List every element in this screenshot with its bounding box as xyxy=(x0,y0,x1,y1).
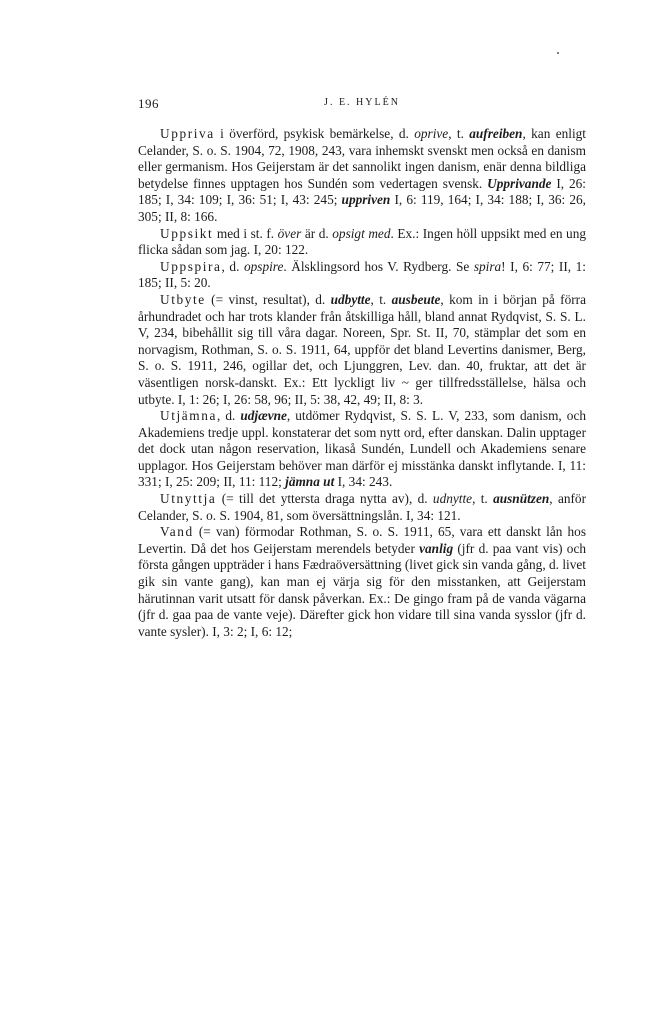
dictionary-entry xyxy=(138,292,586,408)
entry-text: , kan enligt Celander, S. o. S. 1904, 72, 1908, 243, vara inhemskt svenskt men också en danism eller germanism. Hos Geijerstam är det sannolikt ingen danism, enär denna bildliga betydelse finnes upptagen hos Sundén som vedertagen svensk. xyxy=(138,126,586,191)
cited-form: opspire xyxy=(243,258,284,274)
cited-form-bold: jämna ut xyxy=(285,474,335,490)
cited-form-bold: aufreiben xyxy=(469,126,523,141)
dictionary-entry xyxy=(138,524,586,640)
entry-text: , t. xyxy=(448,126,470,141)
cited-form-bold: udbytte xyxy=(330,291,371,307)
cited-form-bold: ausbeute xyxy=(391,291,441,307)
entry-headword: Uppriva xyxy=(160,126,215,141)
entry-headword: Vand xyxy=(160,524,194,540)
entry-text: , d. xyxy=(221,258,244,274)
entry-text: (= till det yttersta draga nytta av), d. xyxy=(216,491,433,507)
book-page xyxy=(138,96,586,640)
entry-text: (= vinst, resultat), d. xyxy=(205,291,331,307)
running-head: J. E. HYLÉN xyxy=(324,97,400,108)
entry-text: , anför Celander, S. o. S. 1904, 81, som översättningslån. I, 34: 121. xyxy=(138,491,586,523)
entry-text: , kom in i början på förra århundradet och har trots klander från åtskilliga håll, bland annat Rydqvist, S. S. L. V, 234, bibehållit sig till våra dagar. Noreen, Spr. St. II, 70, stämplar det som en norvagism, Rothman, S. o. S. 1911, 64, uppför det bland Levertins danismer, Berg, S. o. S. 1911, 246, ogillar det, och Ljunggren, Lev. dan. 40, fruktar, att det är väsentligen norsk-danskt. Ex.: Ett lyckligt liv ~ ger tillfredsställelse, hälsa och utbyte. I, 1: 26; I, 26: 58, 96; II, 5: 38, 42, 49; II, 8: 3. xyxy=(138,291,586,407)
dictionary-entry xyxy=(138,491,586,524)
entry-text: är d. xyxy=(301,225,333,241)
cited-form-bold: uppriven xyxy=(341,192,391,208)
entry-headword: Utjämna xyxy=(160,408,217,424)
entry-text: (= van) förmodar Rothman, S. o. S. 1911, 65, vara ett danskt lån hos Levertin. Då det hos Geijerstam merendels betyder xyxy=(138,524,586,556)
dictionary-entry xyxy=(138,408,586,491)
entry-headword: Utnyttja xyxy=(160,491,217,507)
entry-headword: Uppspira xyxy=(160,258,222,274)
dictionary-entries xyxy=(138,126,586,640)
cited-form: över xyxy=(277,225,302,241)
entry-text: i överförd, psykisk bemärkelse, d. xyxy=(214,126,415,141)
entry-headword: Uppsikt xyxy=(160,225,214,241)
entry-text: (jfr d. paa vant vis) och första gången uppträder i hans Fædraöversättning (livet gick sin vanda gång, d. livet gik sin vante gang), kan man ej värja sig för den misstanken, att Geijerstam härutinnan varit utsatt för dansk påverkan. Ex.: De gingo fram på de vanda vägarna (jfr d. gaa paa de vante veje). Därefter gick hon vidare till sina vanda sysslor (jfr d. vante sysler). I, 3: 2; I, 6: 12; xyxy=(138,540,586,639)
entry-text: . Ex.: Ingen höll uppsikt med en ung flicka sådan som jag. I, 20: 122. xyxy=(138,225,587,258)
entry-text: , d. xyxy=(217,408,241,424)
page-header xyxy=(138,96,586,118)
entry-text: med i st. f. xyxy=(213,225,278,241)
cited-form-bold: vanlig xyxy=(419,540,454,556)
entry-headword: Utbyte xyxy=(160,291,206,307)
entry-text: . Älsklingsord hos V. Rydberg. Se xyxy=(283,258,474,274)
cited-form: udnytte xyxy=(432,491,473,507)
entry-text: I, 26: 185; I, 34: 109; I, 36: 51; I, 43: 245; xyxy=(138,175,586,208)
entry-text: , t. xyxy=(472,491,494,507)
print-speck xyxy=(557,52,559,54)
cited-form-bold: ausnützen xyxy=(493,491,550,507)
dictionary-entry xyxy=(138,259,586,292)
entry-text: I, 34: 243. xyxy=(334,474,393,490)
cited-form: opsigt med xyxy=(332,225,391,241)
entry-text: , t. xyxy=(370,291,392,307)
cited-form-bold: Upprivande xyxy=(487,175,552,191)
dictionary-entry xyxy=(138,126,586,226)
cited-form: spira xyxy=(473,258,502,274)
entry-text: ! I, 6: 77; II, 1: 185; II, 5: 20. xyxy=(138,258,586,291)
dictionary-entry xyxy=(138,226,586,259)
entry-text: , utdömer Rydqvist, S. S. L. V, 233, som danism, och Akademiens tredje uppl. konstaterar det som nytt ord, efter danskan. Dalin upptager det dock utan någon reservation, likaså Sundén, Lundell och Akademiens senare upplagor. Hos Geijerstam behöver man därför ej misstänka danskt inflytande. I, 11: 331; I, 25: 209; II, 11: 112; xyxy=(138,408,586,490)
entry-text: I, 6: 119, 164; I, 34: 188; I, 36: 26, 305; II, 8: 166. xyxy=(138,192,586,224)
cited-form-bold: udjævne xyxy=(240,408,287,424)
page-number: 196 xyxy=(138,96,159,111)
cited-form: oprive xyxy=(414,126,449,141)
